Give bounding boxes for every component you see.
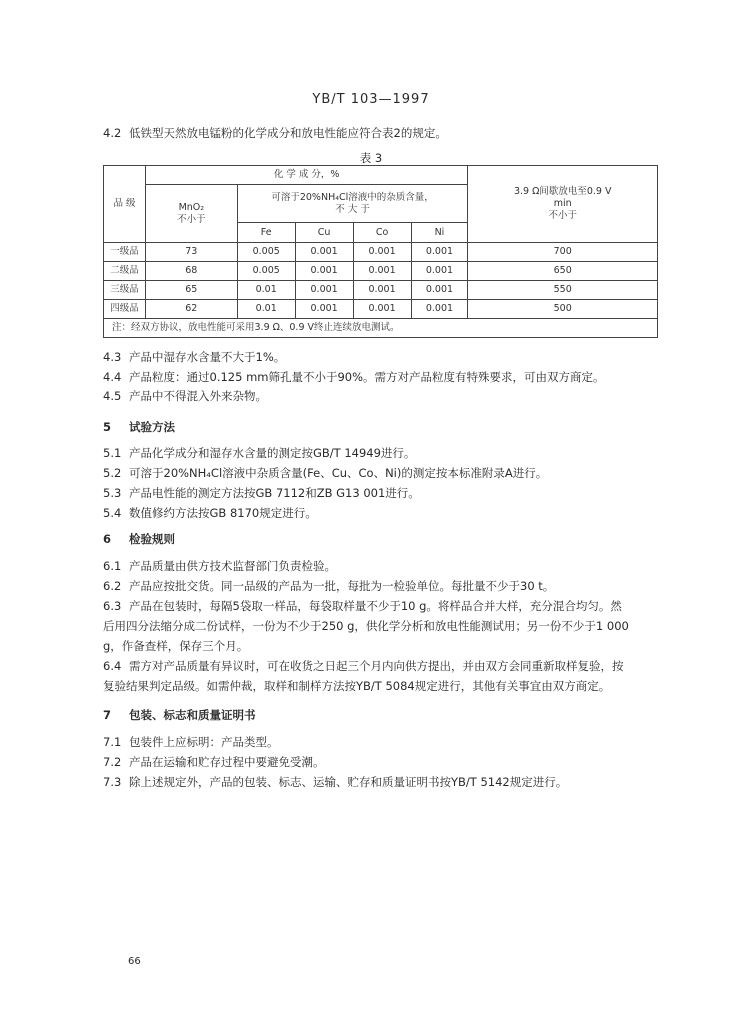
clause-6-3-cont <box>103 639 248 653</box>
clause-text: 数值修约方法按GB 8170规定进行。 <box>129 506 317 520</box>
cell-mno2: 73 <box>145 243 237 262</box>
cell-ni: 0.001 <box>411 300 468 319</box>
clause-number: 7.2 <box>103 755 122 769</box>
mno2-label: MnO₂ <box>178 201 205 213</box>
clause-text: 产品中不得混入外来杂物。 <box>129 389 267 403</box>
standard-code-header: YB/T 103—1997 <box>312 92 430 107</box>
cell-discharge: 550 <box>468 281 658 300</box>
clause-number: 5.3 <box>103 486 122 500</box>
clause-text: 产品应按批交货。同一品级的产品为一批，每批为一检验单位。每批量不少于30 t。 <box>129 579 555 593</box>
cell-cu: 0.001 <box>295 262 353 281</box>
cell-cu: 0.001 <box>295 300 353 319</box>
clause-number: 4.5 <box>103 389 122 403</box>
cell-mno2: 68 <box>145 262 237 281</box>
impurity-limit: 不 大 于 <box>335 203 370 215</box>
clause-text: 可溶于20%NH₄Cl溶液中杂质含量(Fe、Cu、Co、Ni)的测定按本标准附录A进行。 <box>129 466 548 480</box>
clause-number: 4.2 <box>103 126 122 140</box>
cell-mno2: 62 <box>145 300 237 319</box>
clause-text: 产品质量由供方技术监督部门负责检验。 <box>129 559 336 573</box>
clause-number: 4.3 <box>103 350 122 364</box>
clause-number: 6.1 <box>103 559 122 573</box>
cell-grade: 一级品 <box>104 243 146 262</box>
table-note: 注：经双方协议，放电性能可采用3.9 Ω、0.9 V终止连续放电测试。 <box>104 319 658 338</box>
clause-text: 复验结果判定品级。如需仲裁，取样和制样方法按YB/T 5084规定进行，其他有关事宜由双方商定。 <box>103 679 611 693</box>
clause-number: 5.1 <box>103 446 122 460</box>
clause-number: 4.4 <box>103 370 122 384</box>
clause-number: 5.4 <box>103 506 122 520</box>
impurity-label: 可溶于20%NH₄Cl溶液中的杂质含量， <box>271 191 434 203</box>
clause-text: 产品在包装时，每隔5袋取一样品，每袋取样量不少于10 g。将样品合并大样，充分混合均匀。然 <box>129 599 622 613</box>
clause-text: 产品化学成分和湿存水含量的测定按GB/T 14949进行。 <box>129 446 416 460</box>
cell-grade: 三级品 <box>104 281 146 300</box>
clause-text: g，作备查样，保存三个月。 <box>103 639 249 653</box>
clause-5-1 <box>103 446 415 460</box>
clause-4-2 <box>103 126 447 140</box>
clause-number: 7.1 <box>103 735 122 749</box>
cell-co: 0.001 <box>353 262 411 281</box>
clause-6-4 <box>103 659 624 673</box>
section-title: 试验方法 <box>129 420 175 434</box>
section-title: 包装、标志和质量证明书 <box>129 708 256 722</box>
section-5-title <box>103 420 175 434</box>
clause-number: 6.2 <box>103 579 122 593</box>
cell-grade: 四级品 <box>104 300 146 319</box>
clause-text: 低铁型天然放电锰粉的化学成分和放电性能应符合表2的规定。 <box>129 126 447 140</box>
mno2-limit: 不小于 <box>177 213 206 225</box>
clause-4-3 <box>103 350 285 364</box>
cell-fe: 0.01 <box>237 300 295 319</box>
header-discharge <box>468 166 658 243</box>
cell-ni: 0.001 <box>411 243 468 262</box>
section-7-title <box>103 708 256 722</box>
table-caption: 表 3 <box>359 151 383 165</box>
cell-discharge: 700 <box>468 243 658 262</box>
table-row <box>104 262 658 281</box>
clause-6-3-cont <box>103 619 629 633</box>
header-cu: Cu <box>295 223 353 243</box>
clause-6-1 <box>103 559 336 573</box>
clause-text: 需方对产品质量有异议时，可在收货之日起三个月内向供方提出，并由双方会同重新取样复验，按 <box>129 659 624 673</box>
clause-number: 7.3 <box>103 775 122 789</box>
header-chem-composition: 化 学 成 分，% <box>145 166 468 185</box>
header-mno2 <box>145 185 237 243</box>
header-impurity <box>237 185 468 223</box>
header-fe: Fe <box>237 223 295 243</box>
cell-co: 0.001 <box>353 281 411 300</box>
section-6-title <box>103 532 175 546</box>
clause-text: 产品电性能的测定方法按GB 7112和ZB G13 001进行。 <box>129 486 420 500</box>
header-co: Co <box>353 223 411 243</box>
cell-cu: 0.001 <box>295 281 353 300</box>
clause-7-3 <box>103 775 567 789</box>
clause-4-4 <box>103 370 605 384</box>
cell-discharge: 500 <box>468 300 658 319</box>
clause-6-4-cont <box>103 679 610 693</box>
clause-text: 产品中湿存水含量不大于1%。 <box>129 350 286 364</box>
discharge-unit: min <box>553 198 572 209</box>
section-title: 检验规则 <box>129 532 175 546</box>
clause-7-1 <box>103 735 279 749</box>
clause-text: 后用四分法缩分成二份试样，一份为不少于250 g，供化学分析和放电性能测试用；另一份不少于1 000 <box>103 619 629 633</box>
clause-4-5 <box>103 389 267 403</box>
clause-text: 包装件上应标明：产品类型。 <box>129 735 279 749</box>
section-number: 6 <box>103 532 112 546</box>
clause-text: 产品粒度：通过0.125 mm筛孔量不小于90%。需方对产品粒度有特殊要求，可由双方商定。 <box>129 370 605 384</box>
header-grade: 品 级 <box>104 166 146 243</box>
table-row <box>104 300 658 319</box>
cell-fe: 0.01 <box>237 281 295 300</box>
discharge-label: 3.9 Ω间歇放电至0.9 V <box>513 186 612 197</box>
clause-5-3 <box>103 486 420 500</box>
section-number: 5 <box>103 420 112 434</box>
composition-table <box>103 165 658 338</box>
cell-co: 0.001 <box>353 300 411 319</box>
clause-text: 除上述规定外，产品的包装、标志、运输、贮存和质量证明书按YB/T 5142规定进行。 <box>129 775 568 789</box>
clause-7-2 <box>103 755 325 769</box>
cell-discharge: 650 <box>468 262 658 281</box>
table-row <box>104 243 658 262</box>
clause-number: 5.2 <box>103 466 122 480</box>
page-number: 66 <box>128 956 141 967</box>
cell-fe: 0.005 <box>237 262 295 281</box>
clause-number: 6.3 <box>103 599 122 613</box>
discharge-limit: 不小于 <box>548 210 577 221</box>
clause-text: 产品在运输和贮存过程中要避免受潮。 <box>129 755 325 769</box>
section-number: 7 <box>103 708 112 722</box>
clause-6-2 <box>103 579 554 593</box>
clause-number: 6.4 <box>103 659 122 673</box>
cell-co: 0.001 <box>353 243 411 262</box>
clause-6-3 <box>103 599 622 613</box>
cell-mno2: 65 <box>145 281 237 300</box>
cell-ni: 0.001 <box>411 262 468 281</box>
cell-fe: 0.005 <box>237 243 295 262</box>
cell-cu: 0.001 <box>295 243 353 262</box>
header-ni: Ni <box>411 223 468 243</box>
cell-ni: 0.001 <box>411 281 468 300</box>
cell-grade: 二级品 <box>104 262 146 281</box>
table-row <box>104 281 658 300</box>
clause-5-4 <box>103 506 317 520</box>
clause-5-2 <box>103 466 547 480</box>
